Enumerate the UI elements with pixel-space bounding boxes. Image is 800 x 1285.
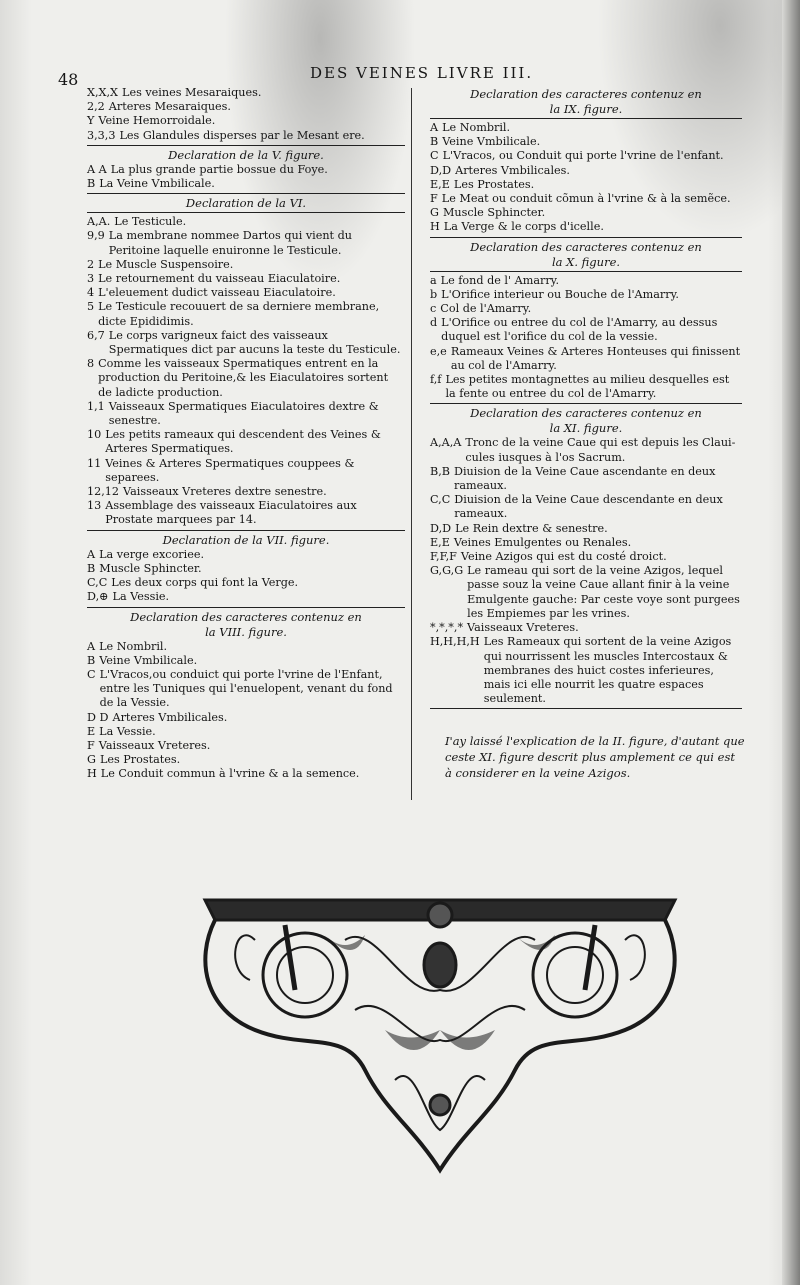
legend-entry bbox=[430, 316, 742, 344]
legend-mark: G bbox=[430, 206, 439, 220]
legend-mark: e,e bbox=[430, 344, 447, 358]
legend-entry bbox=[430, 135, 742, 149]
legend-text: L'Orifice interieur ou Bouche de l'Amarry. bbox=[441, 287, 679, 301]
figure-viii-heading-line2: la VIII. figure. bbox=[205, 624, 287, 639]
legend-mark: E,E bbox=[430, 177, 450, 191]
legend-entry bbox=[430, 206, 742, 220]
legend-mark: A,A. bbox=[87, 215, 111, 229]
legend-entry bbox=[87, 428, 405, 456]
legend-entry bbox=[430, 149, 742, 163]
legend-mark: G bbox=[87, 753, 96, 767]
legend-entry bbox=[430, 178, 742, 192]
legend-mark: 3 bbox=[87, 272, 95, 286]
legend-text: La Veine Vmbilicale. bbox=[99, 177, 215, 191]
legend-mark: C bbox=[87, 667, 96, 681]
legend-entry bbox=[87, 400, 405, 428]
legend-text: Les deux corps qui font la Verge. bbox=[111, 576, 299, 590]
running-title: DES VEINES LIVRE III. bbox=[310, 64, 534, 82]
figure-ix-heading-line1: Declaration des caracteres contenuz en bbox=[470, 87, 702, 101]
legend-entry bbox=[87, 163, 405, 177]
legend-mark: 2,2 bbox=[87, 100, 105, 114]
legend-entry bbox=[430, 550, 742, 564]
closing-note: I'ay laissé l'explication de la II. figure, d'autant que ceste XI. figure descrit plus amplement ce qui est à considerer en la veine Azigos. bbox=[445, 734, 745, 780]
legend-text: La Vessie. bbox=[112, 590, 170, 604]
legend-text: L'Vracos,ou conduict qui porte l'vrine de l'Enfant, entre les Tuniques qui l'enuelopent, venant du fond de la Vessie. bbox=[99, 667, 393, 710]
legend-entry bbox=[87, 300, 405, 328]
legend-text: L'Orifice ou entree du col de l'Amarry, au dessus duquel est l'orifice du col de la vessie. bbox=[441, 316, 718, 344]
figure-ix-list bbox=[430, 121, 742, 235]
right-column bbox=[430, 86, 742, 711]
legend-entry bbox=[87, 753, 405, 767]
legend-mark: A,A,A bbox=[430, 436, 462, 450]
legend-text: Les Prostates. bbox=[99, 753, 181, 767]
column-divider bbox=[411, 88, 412, 800]
legend-text: Arteres Vmbilicales. bbox=[455, 163, 570, 177]
legend-text: Le retournement du vaisseau Eiaculatoire. bbox=[98, 272, 341, 286]
legend-entry bbox=[87, 668, 405, 711]
legend-text: Comme les vaisseaux Spermatiques entrent en la production du Peritoine,& les Eiaculatoires sortent de ladicte production. bbox=[98, 357, 389, 399]
legend-entry bbox=[87, 258, 405, 272]
legend-entry bbox=[430, 274, 742, 288]
figure-xi-list bbox=[430, 436, 742, 706]
legend-mark: E bbox=[87, 724, 96, 738]
legend-mark: H bbox=[87, 767, 97, 781]
legend-mark: H bbox=[430, 220, 440, 234]
legend-text: Vaisseaux Vreteres dextre senestre. bbox=[123, 485, 327, 499]
legend-entry bbox=[87, 229, 405, 257]
legend-text: Le Rein dextre & senestre. bbox=[455, 521, 608, 535]
legend-entry bbox=[87, 654, 405, 668]
legend-text: Les petits rameaux qui descendent des Veines & Arteres Spermatiques. bbox=[105, 428, 381, 456]
legend-mark: E,E bbox=[430, 535, 450, 549]
legend-mark: B bbox=[87, 561, 96, 575]
legend-text: Veine Vmbilicale. bbox=[442, 135, 541, 149]
legend-entry bbox=[87, 86, 405, 100]
legend-text: Les Prostates. bbox=[453, 177, 535, 191]
legend-entry bbox=[87, 590, 405, 604]
figure-x-heading-line1: Declaration des caracteres contenuz en bbox=[470, 239, 702, 254]
legend-text: Le rameau qui sort de la veine Azigos, lequel passe souz la veine Caue allant finir à la veine Emulgente gauche: Par ceste voye sont purgees les Empiemes par les vrines. bbox=[467, 564, 740, 620]
legend-entry bbox=[87, 215, 405, 229]
figure-v-heading: Declaration de la V. figure. bbox=[168, 147, 324, 162]
figure-vi-list bbox=[87, 215, 405, 527]
legend-entry bbox=[87, 499, 405, 527]
legend-text: Veine Azigos qui est du costé droict. bbox=[460, 550, 667, 564]
figure-ix-heading-line2: la IX. figure. bbox=[549, 102, 623, 116]
legend-entry bbox=[87, 576, 405, 590]
legend-entry bbox=[87, 711, 405, 725]
legend-entry bbox=[87, 485, 405, 499]
legend-entry bbox=[87, 548, 405, 562]
legend-entry bbox=[87, 129, 405, 143]
legend-mark: Y bbox=[87, 114, 95, 128]
legend-mark: 6,7 bbox=[87, 328, 105, 342]
legend-text: Muscle Sphincter. bbox=[442, 206, 546, 220]
legend-text: La verge excoriee. bbox=[99, 547, 205, 561]
legend-text: Veines Emulgentes ou Renales. bbox=[453, 535, 632, 549]
legend-entry bbox=[430, 493, 742, 521]
legend-entry bbox=[430, 302, 742, 316]
legend-mark: f,f bbox=[430, 373, 442, 387]
legend-mark: A A bbox=[87, 162, 107, 176]
legend-text: Vaisseaux Vreteres. bbox=[467, 621, 579, 635]
legend-mark: a bbox=[430, 273, 437, 287]
figure-xi-heading-line1: Declaration des caracteres contenuz en bbox=[470, 406, 702, 421]
legend-mark: A bbox=[87, 547, 96, 561]
legend-entry bbox=[430, 635, 742, 706]
legend-text: La plus grande partie bossue du Foye. bbox=[110, 162, 328, 176]
legend-text: Tronc de la veine Caue qui est depuis les Claui-cules iusques à l'os Sacrum. bbox=[465, 436, 736, 464]
legend-mark: D,⊕ bbox=[87, 590, 109, 604]
figure-iv-continued-list bbox=[87, 86, 405, 143]
legend-text: Les petites montagnettes au milieu desquelles est la fente ou entree du col de l'Amarry. bbox=[445, 373, 730, 401]
legend-mark: 8 bbox=[87, 357, 95, 371]
page-header bbox=[50, 62, 750, 89]
legend-text: Le Nombril. bbox=[99, 639, 168, 653]
legend-mark: 10 bbox=[87, 428, 102, 442]
figure-xi-heading-line2: la XI. figure. bbox=[549, 421, 623, 436]
legend-mark: D D bbox=[87, 710, 109, 724]
legend-entry bbox=[87, 725, 405, 739]
legend-text: Arteres Vmbilicales. bbox=[112, 710, 228, 724]
legend-mark: 3,3,3 bbox=[87, 128, 116, 142]
legend-text: La membrane nommee Dartos qui vient du Peritoine laquelle enuironne le Testicule. bbox=[108, 229, 352, 257]
legend-text: Le fond de l' Amarry. bbox=[440, 273, 560, 287]
legend-entry bbox=[87, 457, 405, 485]
rule bbox=[430, 403, 742, 404]
legend-entry bbox=[430, 621, 742, 635]
legend-text: La Verge & le corps d'icelle. bbox=[443, 220, 604, 234]
legend-entry bbox=[430, 564, 742, 621]
legend-mark: C,C bbox=[430, 493, 451, 507]
figure-x-list bbox=[430, 274, 742, 402]
rule bbox=[430, 271, 742, 272]
legend-mark: X,X,X bbox=[87, 86, 119, 99]
legend-entry bbox=[87, 100, 405, 114]
figure-x-heading-line2: la X. figure. bbox=[551, 254, 621, 269]
legend-text: Le Muscle Suspensoire. bbox=[98, 257, 234, 271]
legend-entry bbox=[87, 329, 405, 357]
legend-text: Le Testicule recouuert de sa derniere membrane, dicte Epididimis. bbox=[98, 300, 380, 328]
legend-text: Les Glandules disperses par le Mesant ere. bbox=[119, 128, 365, 142]
rule bbox=[430, 708, 742, 709]
legend-text: La Vessie. bbox=[99, 724, 156, 738]
legend-text: Le Conduit commun à l'vrine & a la semence. bbox=[100, 767, 360, 781]
legend-text: Veines & Arteres Spermatiques couppees & separees. bbox=[105, 456, 355, 484]
legend-entry bbox=[87, 177, 405, 191]
figure-viii-heading-line1: Declaration des caracteres contenuz en bbox=[130, 609, 362, 624]
legend-mark: H,H,H,H bbox=[430, 635, 480, 649]
legend-text: Vaisseaux Spermatiques Eiaculatoires dextre & senestre. bbox=[108, 399, 379, 428]
legend-text: Muscle Sphincter. bbox=[99, 561, 202, 575]
legend-text: Les Rameaux qui sortent de la veine Azigos qui nourrissent les muscles Intercostaux & membranes des huict costes inferieures, mais ici elle nourrit les quatre espaces seulement. bbox=[483, 635, 732, 706]
legend-text: Diuision de la Veine Caue ascendante en deux rameaux. bbox=[454, 464, 716, 493]
figure-vii-list bbox=[87, 548, 405, 605]
legend-entry bbox=[430, 192, 742, 206]
legend-text: Col de l'Amarry. bbox=[440, 302, 532, 316]
left-column bbox=[87, 86, 405, 782]
legend-mark: B bbox=[430, 135, 439, 149]
legend-entry bbox=[87, 272, 405, 286]
legend-entry bbox=[430, 345, 742, 373]
figure-v-list bbox=[87, 163, 405, 191]
legend-text: Assemblage des vaisseaux Eiaculatoires aux Prostate marquees par 14. bbox=[105, 499, 357, 527]
legend-mark: A bbox=[87, 639, 96, 653]
legend-entry bbox=[430, 373, 742, 401]
legend-mark: B bbox=[87, 177, 96, 191]
page-number: 48 bbox=[58, 70, 79, 89]
legend-entry bbox=[430, 164, 742, 178]
legend-entry bbox=[87, 357, 405, 400]
legend-text: Le Nombril. bbox=[442, 121, 511, 134]
figure-viii-list bbox=[87, 640, 405, 782]
rule bbox=[87, 193, 405, 194]
legend-mark: B,B bbox=[430, 464, 450, 478]
legend-entry bbox=[87, 286, 405, 300]
legend-mark: B bbox=[87, 653, 96, 667]
legend-mark: F bbox=[430, 192, 438, 206]
legend-text: Diuision de la Veine Caue descendante en deux rameaux. bbox=[454, 493, 723, 521]
legend-entry bbox=[430, 220, 742, 234]
page-edge-shadow bbox=[782, 0, 800, 1285]
legend-text: L'Vracos, ou Conduit qui porte l'vrine de l'enfant. bbox=[442, 149, 724, 163]
legend-text: Arteres Mesaraiques. bbox=[108, 100, 231, 114]
legend-mark: 11 bbox=[87, 456, 102, 470]
decorative-ornament bbox=[195, 880, 685, 1180]
legend-entry bbox=[430, 288, 742, 302]
legend-text: L'eleuement dudict vaisseau Eiaculatoire. bbox=[98, 286, 336, 300]
legend-text: Rameaux Veines & Arteres Honteuses qui finissent au col de l'Amarry. bbox=[450, 344, 741, 372]
rule bbox=[430, 118, 742, 119]
legend-text: Le Meat ou conduit cõmun à l'vrine & à la semẽce. bbox=[441, 192, 731, 206]
legend-text: Le Testicule. bbox=[114, 215, 187, 229]
legend-mark: *,*,*,* bbox=[430, 621, 464, 635]
figure-vii-heading: Declaration de la VII. figure. bbox=[162, 532, 330, 547]
rule bbox=[87, 607, 405, 608]
figure-vi-heading: Declaration de la VI. bbox=[185, 196, 307, 211]
rule bbox=[87, 530, 405, 531]
legend-text: Le corps varigneux faict des vaisseaux Spermatiques dict par aucuns la teste du Testicule. bbox=[108, 328, 401, 357]
legend-entry bbox=[430, 522, 742, 536]
legend-text: Veine Vmbilicale. bbox=[99, 653, 198, 667]
legend-text: Les veines Mesaraiques. bbox=[122, 86, 262, 99]
rule bbox=[87, 212, 405, 213]
legend-mark: 1,1 bbox=[87, 399, 105, 413]
rule bbox=[87, 145, 405, 146]
legend-entry bbox=[87, 739, 405, 753]
legend-entry bbox=[430, 536, 742, 550]
legend-mark: 9,9 bbox=[87, 229, 105, 243]
legend-entry bbox=[87, 114, 405, 128]
legend-entry bbox=[87, 562, 405, 576]
legend-mark: 12,12 bbox=[87, 485, 120, 499]
legend-mark: F bbox=[87, 738, 95, 752]
legend-mark: D,D bbox=[430, 163, 452, 177]
legend-entry bbox=[430, 121, 742, 135]
legend-entry bbox=[87, 640, 405, 654]
legend-mark: D,D bbox=[430, 521, 452, 535]
legend-mark: 5 bbox=[87, 300, 95, 314]
rule bbox=[430, 237, 742, 238]
legend-entry bbox=[430, 465, 742, 493]
legend-mark: A bbox=[430, 121, 439, 134]
legend-mark: 13 bbox=[87, 499, 102, 513]
legend-mark: 2 bbox=[87, 257, 95, 271]
legend-mark: d bbox=[430, 316, 438, 330]
legend-mark: C,C bbox=[87, 576, 108, 590]
legend-entry bbox=[87, 767, 405, 781]
legend-text: Veine Hemorroidale. bbox=[98, 114, 216, 128]
legend-mark: b bbox=[430, 287, 438, 301]
legend-text: Vaisseaux Vreteres. bbox=[98, 738, 211, 752]
legend-mark: 4 bbox=[87, 286, 95, 300]
legend-entry bbox=[430, 436, 742, 464]
legend-mark: F,F,F bbox=[430, 550, 457, 564]
legend-mark: C bbox=[430, 149, 439, 163]
legend-mark: G,G,G bbox=[430, 564, 464, 578]
legend-mark: c bbox=[430, 302, 437, 316]
